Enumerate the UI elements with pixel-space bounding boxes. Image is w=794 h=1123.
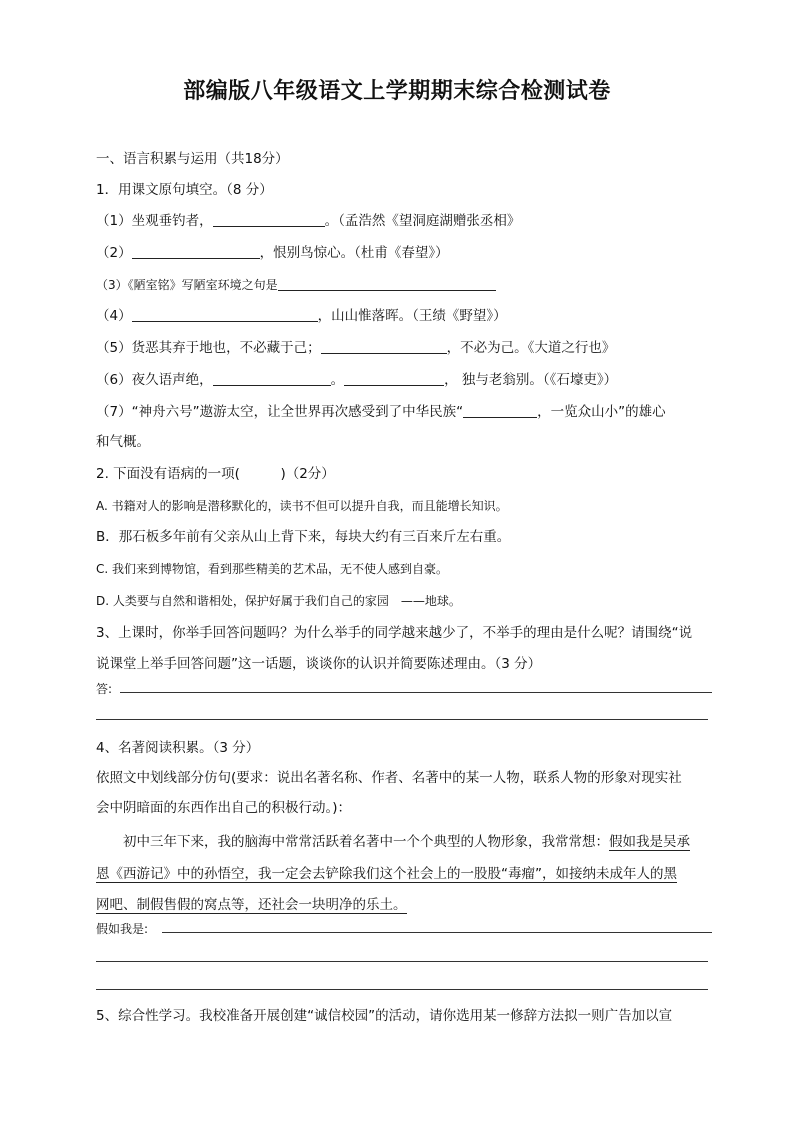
q1-item-7 (96, 403, 666, 421)
q1-6-blank-b[interactable] (344, 371, 444, 386)
q4-example-underlined-start: 假如我是吴承 (609, 834, 690, 850)
q1-3-blank[interactable] (278, 276, 496, 291)
q1-4-blank[interactable] (132, 307, 318, 322)
q1-6-pre: （6）夜久语声绝， (96, 372, 213, 388)
section-heading: 一、语言积累与运用（共18分） (96, 151, 289, 167)
q1-4-post: ，山山惟落晖。（王绩《野望》） (317, 308, 507, 324)
exam-title: 部编版八年级语文上学期期末综合检测试卷 (183, 79, 611, 104)
q1-2-blank[interactable] (132, 244, 260, 259)
q3-answer-label: 答: (96, 682, 113, 696)
q1-6-post: ， 独与老翁别。（《石壕吏》） (444, 372, 618, 388)
q1-4-pre: （4） (96, 308, 132, 324)
q4-example-underlined-end: 网吧、制假售假的窝点等，还社会一块明净的乐土。 (96, 897, 407, 913)
q1-1-blank[interactable] (213, 212, 325, 227)
q1-item-4 (96, 307, 507, 325)
q4-example-intro: 初中三年下来，我的脑海中常常活跃着名著中一个个典型的人物形象，我常常想： (123, 834, 609, 850)
q1-item-7-cont: 和气概。 (96, 434, 150, 450)
q1-1-post: 。（孟浩然《望洞庭湖赠张丞相》 (324, 213, 521, 229)
q2-option-c: C. 我们来到博物馆，看到那些精美的艺术品，无不使人感到自豪。 (96, 562, 449, 576)
q2-stem: 2. 下面没有语病的一项( )（2分） (96, 466, 335, 482)
q1-5-blank[interactable] (321, 339, 447, 354)
q3-line-2: 说课堂上举手回答问题”这一话题，谈谈你的认识并简要陈述理由。（3 分） (96, 656, 542, 672)
q1-2-post: ，恨别鸟惊心。（杜甫《春望》） (259, 245, 449, 261)
q2-option-b: B．那石板多年前有父亲从山上背下来，每块大约有三百来斤左右重。 (96, 529, 511, 545)
q1-item-2 (96, 244, 449, 262)
q3-answer-line-2[interactable] (96, 719, 708, 720)
q1-2-pre: （2） (96, 245, 132, 261)
q1-3-pre: （3）《陋室铭》写陋室环境之句是 (96, 278, 278, 292)
q1-7-pre: （7）“神舟六号”遨游太空，让全世界再次感受到了中华民族“ (96, 404, 464, 420)
q2-option-a: A. 书籍对人的影响是潜移默化的，读书不但可以提升自我，而且能增长知识。 (96, 499, 508, 513)
q4-example-underlined-mid: 恩《西游记》中的孙悟空，我一定会去铲除我们这个社会上的一股股“毒瘤”，如接纳未成年人的黑 (96, 866, 677, 882)
q1-item-1 (96, 212, 520, 230)
q1-item-6 (96, 371, 617, 389)
q4-fill-line-3[interactable] (96, 989, 708, 990)
q1-item-5 (96, 339, 615, 357)
q1-6-blank-a[interactable] (213, 371, 331, 386)
q1-7-blank[interactable] (463, 403, 537, 418)
q1-1-pre: （1）坐观垂钓者， (96, 213, 213, 229)
q5-line-1: 5、综合性学习。我校准备开展创建“诚信校园”的活动，请你选用某一修辞方法拟一则广告加以宣 (96, 1008, 673, 1024)
q1-stem: 1．用课文原句填空。（8 分） (96, 182, 273, 198)
q4-fill-label: 假如我是: (96, 922, 149, 936)
q4-fill-line-2[interactable] (96, 961, 708, 962)
q2-option-d: D. 人类要与自然和谐相处，保护好属于我们自己的家园 ——地球。 (96, 594, 461, 608)
q4-requirement-1: 依照文中划线部分仿句(要求：说出名著名称、作者、名著中的某一人物，联系人物的形象对现实社 (96, 770, 682, 786)
q1-5-post: ，不必为己。《大道之行也》 (446, 340, 616, 356)
q4-stem: 4、名著阅读积累。（3 分） (96, 740, 260, 756)
q4-requirement-2: 会中阴暗面的东西作出自己的积极行动。)： (96, 800, 352, 816)
q3-line-1: 3、上课时，你举手回答问题吗？为什么举手的同学越来越少了，不举手的理由是什么呢？请围绕“说 (96, 625, 693, 641)
q1-5-pre: （5）货恶其弃于地也，不必藏于己； (96, 340, 321, 356)
q4-example-line-3 (96, 896, 407, 914)
q4-fill-line-1[interactable] (162, 932, 712, 933)
q4-example-line-1 (96, 833, 690, 851)
q1-item-3 (96, 276, 496, 294)
q1-6-mid: 。 (330, 372, 345, 388)
q4-example-line-2 (96, 865, 677, 883)
q1-7-post: ，一览众山小”的雄心 (537, 404, 666, 420)
q3-answer-line-1[interactable] (120, 692, 712, 693)
